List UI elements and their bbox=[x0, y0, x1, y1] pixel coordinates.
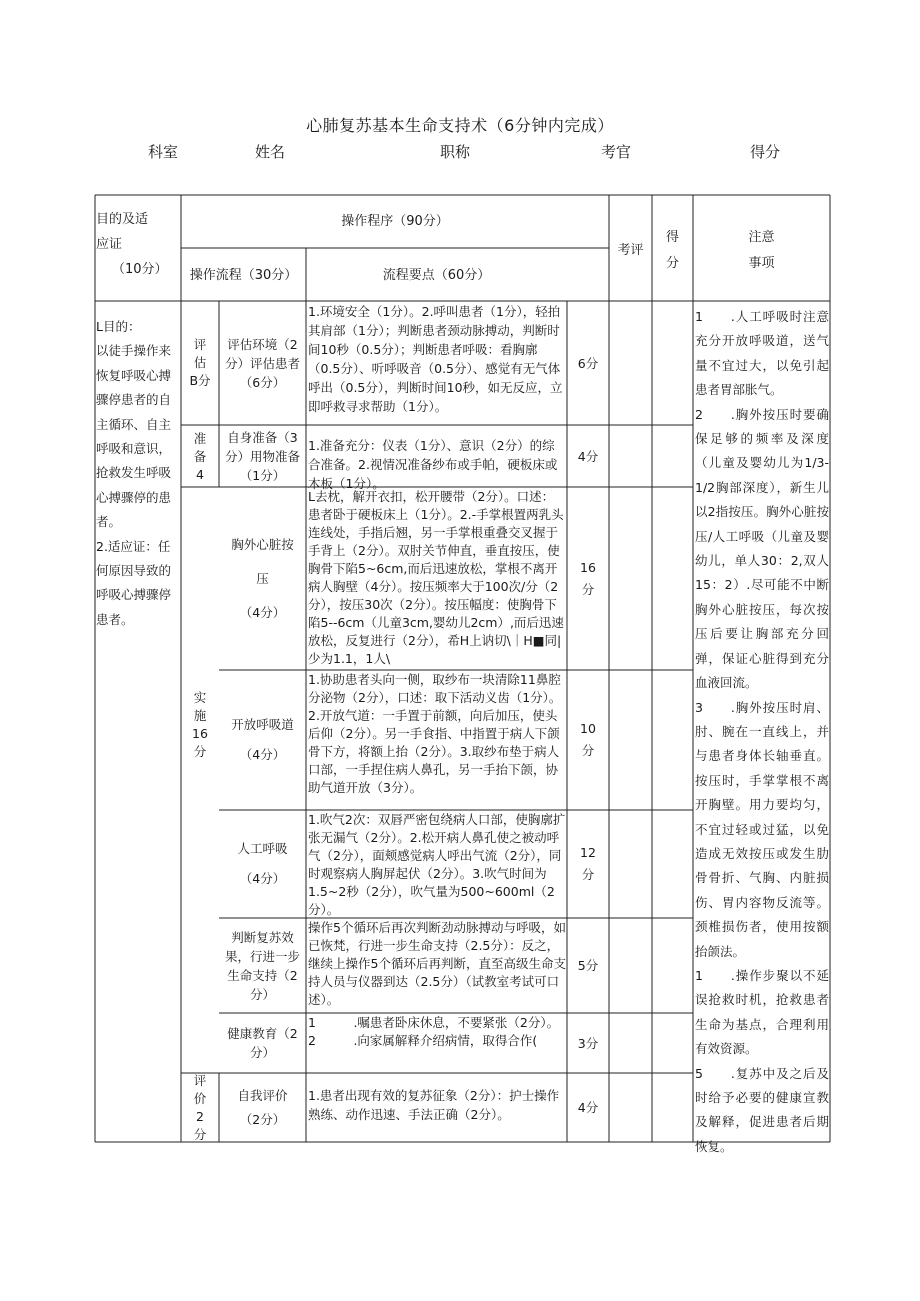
row-name-judge: 判断复苏效果，行进一步生命支持（2分） bbox=[224, 929, 300, 1002]
keypoints-header: 流程要点（60分） bbox=[382, 268, 491, 283]
notes-header-2: 事项 bbox=[748, 256, 775, 271]
row-name-assess: 评估环境（2分）评估患者（6分） bbox=[224, 336, 300, 390]
row-points-assess: 1.环境安全（1分）。2.呼叫患者（1分），轻拍其肩部（1分）；判断患者颈动脉搏动，判断时间10秒（0.5分）；判断患者呼吸：看胸廓（0.5分）、听呼吸音（0.5分）、感觉有无气体呼出（0.5分），判断时间10秒，如无反应，立即呼救寻求帮助（1分）。 bbox=[308, 304, 563, 414]
purpose-text: L目的： 以徒手操作来 恢复呼吸心搏 骤停患者的自 主循环、自主 呼吸和意识， 抢救发生呼吸 心搏骤停的患 者。 2.适应证：任 何原因导致的 呼吸心搏骤停 患者。 bbox=[96, 319, 172, 627]
eval-header: 考评 bbox=[617, 243, 644, 258]
row-score-judge: 5分 bbox=[577, 958, 599, 973]
row-score-assess: 6分 bbox=[577, 355, 599, 371]
row-points-judge: 操作5个循环后再次判断劲动脉搏动与呼吸，如已恢梵，行进一步生命支持（2.5分）：反之，继续上操作5个循环后再判断，直至高级生命支持人员与仪器到达（2.5分）（试教室考试可口述）。 bbox=[308, 920, 566, 1007]
page-title: 心肺复苏基本生命支持术（6分钟内完成） bbox=[306, 116, 614, 135]
program-header: 操作程序（90分） bbox=[341, 214, 449, 229]
group-implement: 实 施 16 分 bbox=[192, 690, 208, 759]
defen-header-1: 得 bbox=[665, 230, 679, 245]
row-score-breathing: 12 分 bbox=[580, 845, 596, 882]
examiner-label: 考官 bbox=[601, 143, 632, 161]
notes-header-1: 注意 bbox=[748, 230, 775, 245]
score-label: 得分 bbox=[750, 143, 781, 161]
group-assess: 评 估 B分 bbox=[189, 337, 211, 388]
rank-label: 职称 bbox=[440, 143, 471, 161]
row-points-compression: L去枕，解开衣扣，松开腰带（2分）。口述：患者卧于硬板床上（1分）。2.-手掌根置两乳头连线处，手指后翘，另一手掌根重叠交叉握于手背上（2分）。双肘关节伸直，垂直按压，使胸骨下陷5~6cm,而后迅速放松，掌根不离开病人胸壁（4分）。按压频率大于100次/分（2分），按压30次（2分）。按压幅度：使胸骨下陷5--6cm（儿童3cm,婴幼儿2cm）,而后迅速放松，反复进行（2分），希H上讷切\｜H■同|少为1.1，1人\ bbox=[308, 489, 564, 666]
row-name-compression: 胸外心脏按 压 （4分） bbox=[231, 536, 294, 620]
name-label: 姓名 bbox=[255, 143, 286, 161]
defen-header-2: 分 bbox=[665, 256, 679, 271]
notes-text: 1 .人工呼吸时注意充分开放呼吸道，送气量不宜过大，以免引起患者胃部胀气。 2 .胸外按压时要确保足够的频率及深度（儿童及婴幼儿为1/3-1/2胸部深度），新生儿以2指按压。胸外心脏按压/人工呼吸（儿童及婴幼儿，单人30：2,双人15：2）.尽可能不中断胸外心脏按压，每次按压后要让胸部充分回弹，保证心脏得到充分血液回流。 3 .胸外按压时肩、肘、腕在一直线上，并与患者身体长轴垂直。按压时，手掌掌根不离开胸壁。用力要均匀，不宜过轻或过猛，以免造成无效按压或发生肋骨骨折、气胸、内脏损伤、胃内容物反流等。颈椎损伤者，使用按额抬颌法。 1 .操作步聚以不延误抢救时机，抢救患者生命为基点，合理利用有效资源。 5 .复苏中及之后及时给予必要的健康宣教及解释，促进患者后期恢复。 bbox=[695, 309, 829, 1154]
row-points-airway: 1.协助患者头向一侧，取纱布一块清除11鼻腔分泌物（2分），口述：取下活动义齿（1分）。2.开放气道：一手置于前额，向后加压，使头后仰（2分）。另一手食指、中指置于病人下颌骨下方，将额上抬（2分）。3.取纱布垫于病人口部，一手捏住病人鼻孔，另一手抬下颌，协助气道开放（3分）。 bbox=[308, 672, 562, 795]
purpose-header-line2: 应证 bbox=[96, 237, 123, 252]
purpose-header-points: （10分） bbox=[112, 262, 168, 277]
row-name-airway: 开放呼吸道 （4分） bbox=[231, 717, 294, 762]
process-header: 操作流程（30分） bbox=[189, 268, 298, 283]
row-name-education: 健康教育（2分） bbox=[227, 1026, 298, 1060]
row-score-prepare: 4分 bbox=[577, 448, 599, 464]
row-points-prepare: 1.准备充分：仪表（1分）、意识（2分）的综合准备。2.视情况准备纱布或手帕，硬板床或木板（1分）。 bbox=[308, 438, 558, 491]
row-points-breathing: 1.吹气2次：双唇严密包绕病人口部，使胸廓扩张无漏气（2分）。2.松开病人鼻孔使之被动呼气（2分），面颊感觉病人呼出气流（2分），同时观察病人胸屏起伏（2分）。3.吹气时间为1.5~2秒（2分），吹气量为500~600ml（2分）。 bbox=[308, 812, 566, 917]
group-evaluate: 评 价 2 分 bbox=[193, 1072, 207, 1142]
dept-label: 科室 bbox=[148, 143, 179, 161]
purpose-header-line1: 目的及适 bbox=[96, 212, 149, 227]
row-name-breathing: 人工呼吸 （4分） bbox=[237, 841, 288, 886]
row-score-airway: 10 分 bbox=[580, 721, 596, 758]
row-points-education: 1 .嘱患者卧床休息，不要紧张（2分）。 2 .向家属解释介绍病情，取得合作( bbox=[308, 1015, 560, 1048]
row-points-self-eval: 1.患者出现有效的复苏征象（2分）：护士操作熟练、动作迅速、手法正确（2分）。 bbox=[308, 1088, 560, 1122]
row-name-prepare: 自身准备（3分）用物准备（1分） bbox=[224, 429, 300, 483]
row-name-self-eval: 自我评价 （2分） bbox=[237, 1087, 288, 1127]
row-score-self-eval: 4分 bbox=[577, 1100, 599, 1115]
row-score-education: 3分 bbox=[577, 1035, 599, 1051]
row-score-compression: 16 分 bbox=[580, 559, 596, 597]
group-prepare: 准 备 4 bbox=[193, 431, 207, 482]
